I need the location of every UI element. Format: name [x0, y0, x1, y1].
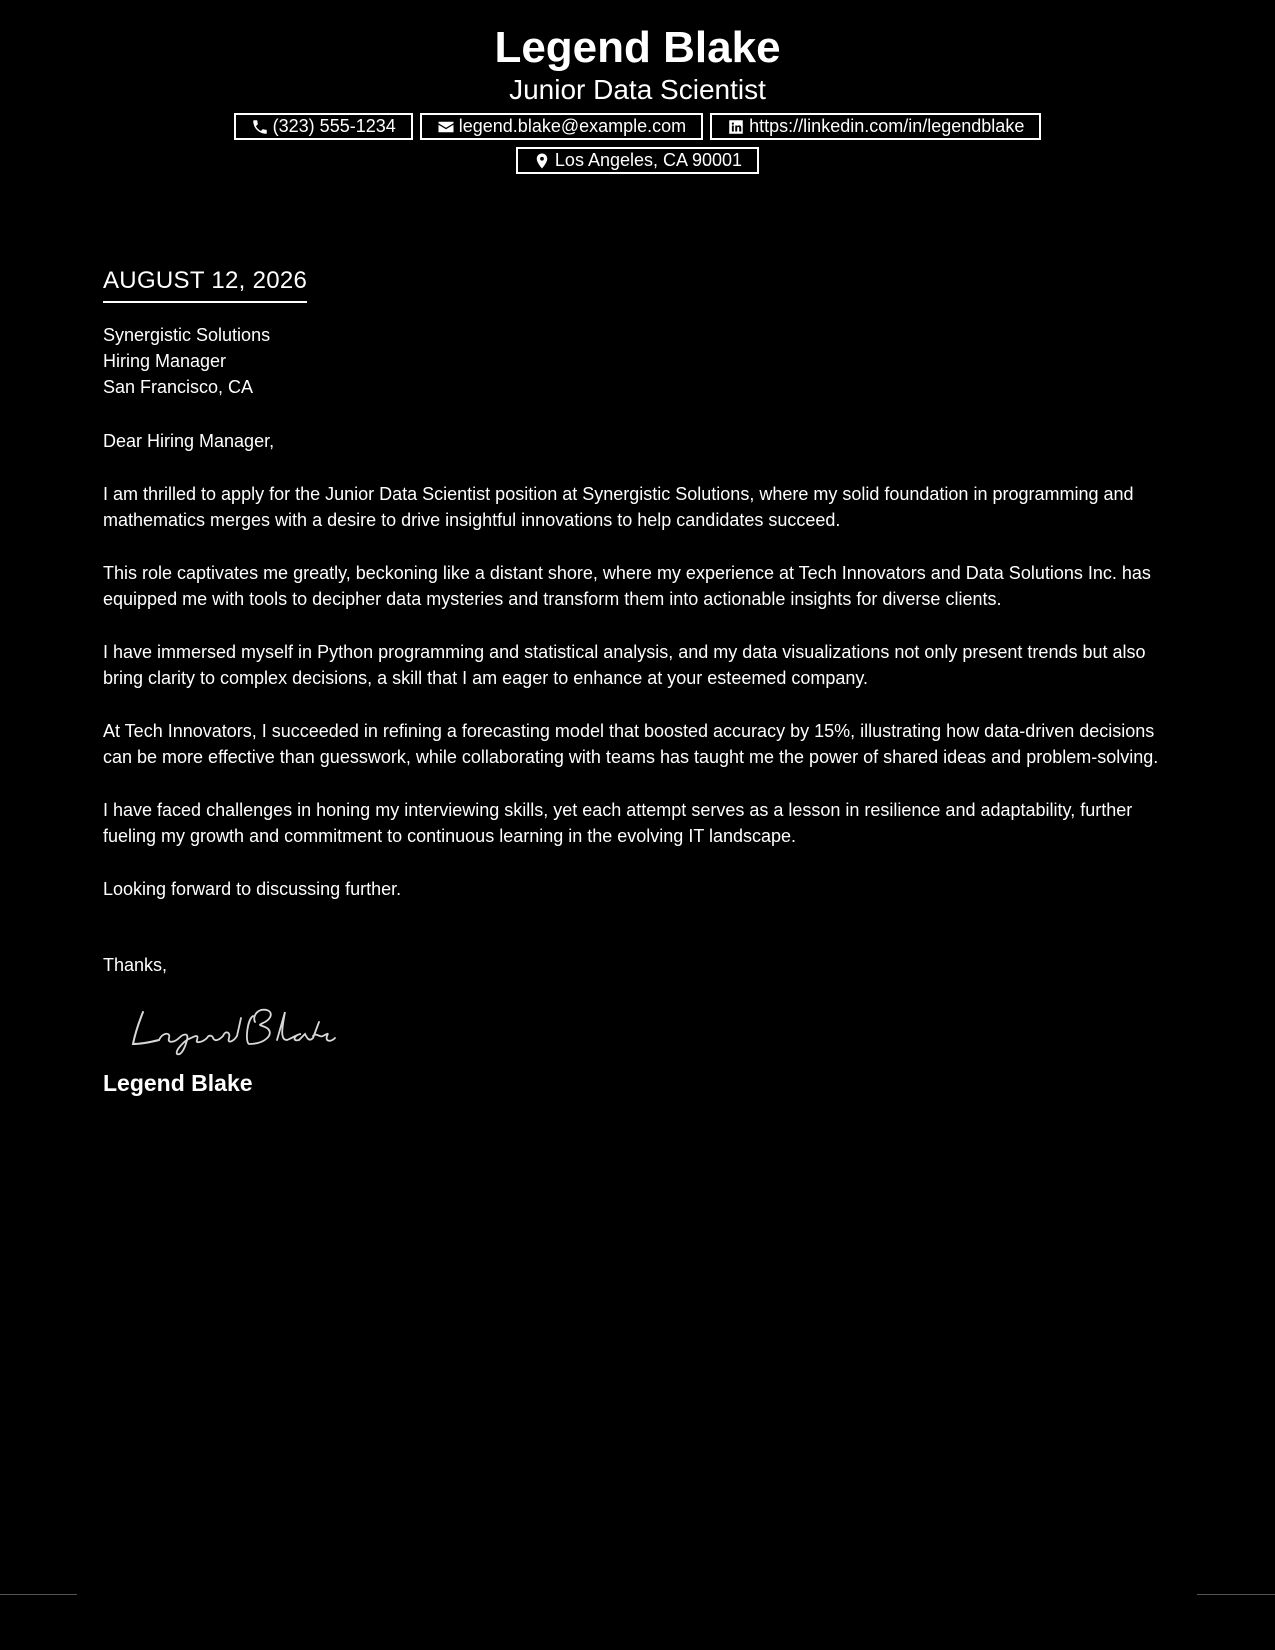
linkedin-text: https://linkedin.com/in/legendblake	[749, 116, 1025, 136]
paragraph: This role captivates me greatly, beckoning like a distant shore, where my experience at Tech Innovators and Data Solutions Inc. has equipped me with tools to decipher data mysteries and transform them into actionable insights for diverse clients.	[103, 563, 1151, 609]
contact-row-primary	[0, 113, 1275, 140]
phone-icon	[251, 118, 269, 136]
header	[0, 22, 1275, 174]
map-marker-icon	[533, 152, 551, 170]
linkedin-chip[interactable]	[710, 113, 1041, 140]
paragraph: I have faced challenges in honing my interviewing skills, yet each attempt serves as a lesson in resilience and adaptability, further fueling my growth and commitment to continuous learning in the evolving IT landscape.	[103, 800, 1133, 846]
envelope-icon	[437, 118, 455, 136]
location-text: Los Angeles, CA 90001	[554, 150, 743, 170]
phone-chip[interactable]	[234, 113, 413, 140]
job-title: Junior Data Scientist	[509, 74, 766, 105]
linkedin-icon	[727, 118, 745, 136]
paragraph: I have immersed myself in Python programming and statistical analysis, and my data visualizations not only present trends but also bring clarity to complex decisions, a skill that I am eager to enhance at your esteemed company.	[103, 642, 1146, 688]
sign-off: Thanks,	[103, 955, 168, 975]
salutation: Dear Hiring Manager,	[103, 431, 275, 451]
letter-body	[103, 263, 1168, 1098]
phone-text: (323) 555-1234	[272, 116, 396, 136]
recipient-block	[103, 322, 1168, 400]
paragraph: I am thrilled to apply for the Junior Data Scientist position at Synergistic Solutions, where my solid foundation in programming and mathematics merges with a desire to drive insightful innovations to help candidates succeed.	[103, 484, 1134, 530]
email-chip[interactable]	[420, 113, 703, 140]
location-chip	[516, 147, 759, 174]
signer-name: Legend Blake	[103, 1070, 253, 1096]
applicant-name: Legend Blake	[494, 23, 781, 72]
recipient-location: San Francisco, CA	[103, 377, 254, 397]
footer-divider-left	[0, 1594, 77, 1595]
contact-row-secondary	[0, 147, 1275, 174]
paragraph: At Tech Innovators, I succeeded in refining a forecasting model that boosted accuracy by 15%, illustrating how data-driven decisions can be more effective than guesswork, while collaborating with teams has taught me the power of shared ideas and problem-solving.	[103, 721, 1159, 767]
footer-divider-right	[1197, 1594, 1275, 1595]
email-text: legend.blake@example.com	[458, 116, 687, 136]
handwritten-signature	[129, 1000, 1168, 1060]
recipient-role: Hiring Manager	[103, 351, 227, 371]
recipient-company: Synergistic Solutions	[103, 325, 271, 345]
closing-line: Looking forward to discussing further.	[103, 879, 402, 899]
letter-date: AUGUST 12, 2026	[103, 263, 307, 303]
